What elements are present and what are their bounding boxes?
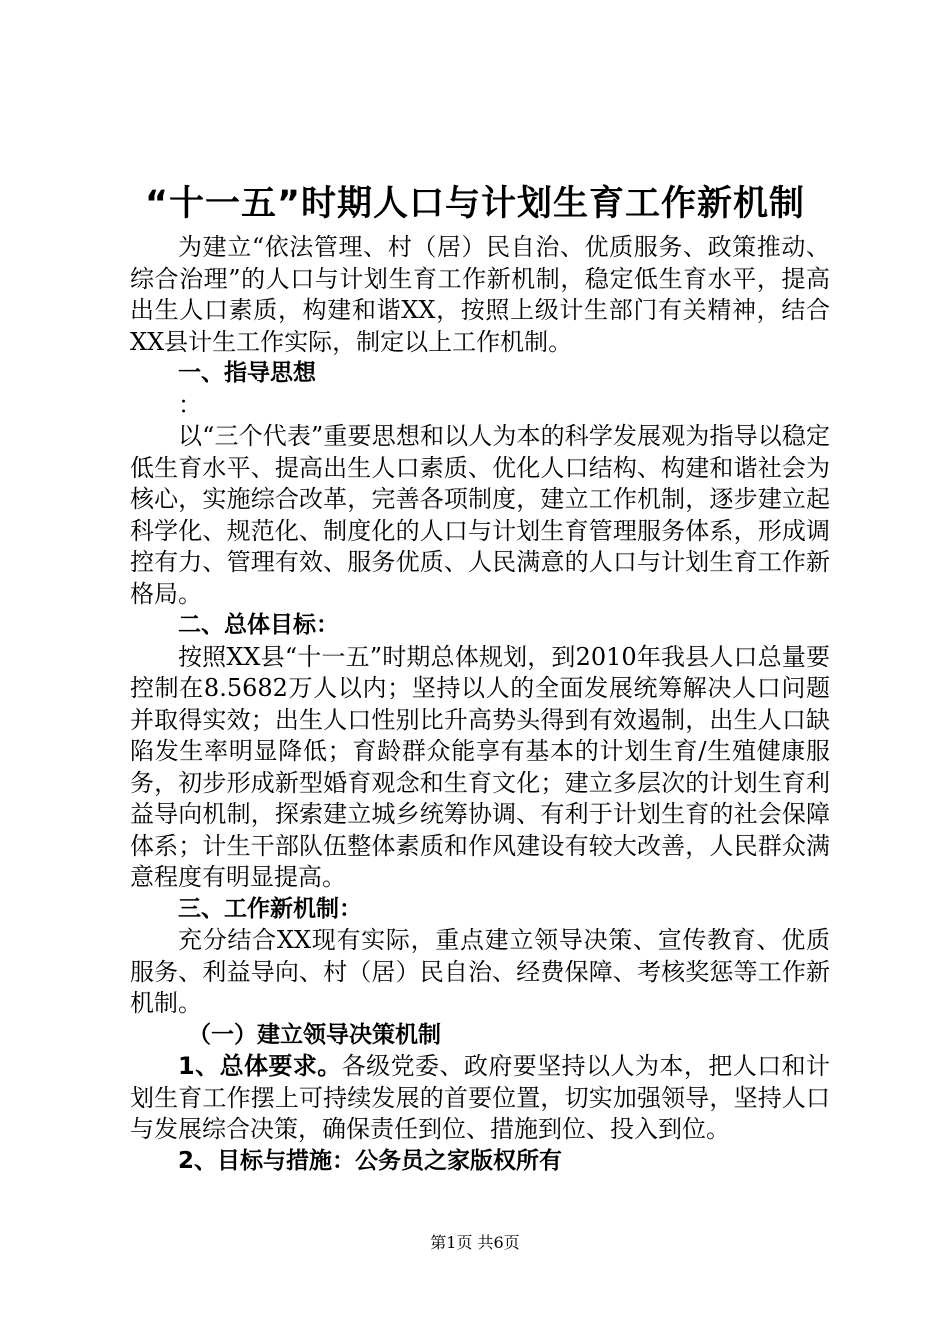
subheading-leadership-decision: （一）建立领导决策机制 (188, 1021, 441, 1048)
general-requirements-paragraph (130, 1051, 830, 1146)
section-heading-new-mechanism: 三、工作新机制： (178, 895, 362, 922)
overall-goals-paragraph: 按照XX县“十一五”时期总体规划，到2010年我县人口总量要控制在8.5682万人以内；坚持以人的全面发展统筹解决人口问题并取得实效；出生人口性别比升高势头得到有效遏制，出生人口缺陷发生率明显降低；育龄群众能享有基本的计划生育/生殖健康服务，初步形成新型婚育观念和生育文化；建立多层次的计划生育利益导向机制，探索建立城乡统筹协调、有利于计划生育的社会保障体系；计生干部队伍整体素质和作风建设有较大改善，人民群众满意程度有明显提高。 (130, 642, 830, 891)
general-requirements-text: 各级党委、政府要坚持以人为本，把人口和计划生育工作摆上可持续发展的首要位置，切实加强领导，坚持人口与发展综合决策，确保责任到位、措施到位、投入到位。 (130, 1052, 831, 1143)
document-body (130, 232, 830, 1177)
section-heading-overall-goals: 二、总体目标： (178, 612, 339, 638)
new-mechanism-paragraph: 充分结合XX现有实际，重点建立领导决策、宣传教育、优质服务、利益导向、村（居）民自治、经费保障、考核奖惩等工作新机制。 (130, 926, 830, 1017)
intro-paragraph: 为建立“依法管理、村（居）民自治、优质服务、政策推动、综合治理”的人口与计划生育工作新机制，稳定低生育水平，提高出生人口素质，构建和谐XX，按照上级计生部门有关精神，结合XX县计生工作实际，制定以上工作机制。 (130, 233, 830, 356)
general-requirements-label: 1、总体要求。 (178, 1052, 342, 1080)
document-title: “十一五”时期人口与计划生育工作新机制 (144, 184, 805, 224)
guiding-thought-paragraph: 以“三个代表”重要思想和以人为本的科学发展观为指导以稳定低生育水平、提高出生人口素质、优化人口结构、构建和谐社会为核心，实施综合改革，完善各项制度，建立工作机制，逐步建立起科学化、规范化、制度化的人口与计划生育管理服务体系，形成调控有力、管理有效、服务优质、人民满意的人口与计划生育工作新格局。 (130, 422, 830, 608)
page-footer: 第1页 共6页 (430, 1233, 520, 1252)
goals-and-measures-heading: 2、目标与措施：公务员之家版权所有 (178, 1147, 563, 1174)
section-heading-guiding-thought: 一、指导思想 (178, 360, 316, 386)
stray-colon: ： (178, 390, 202, 419)
